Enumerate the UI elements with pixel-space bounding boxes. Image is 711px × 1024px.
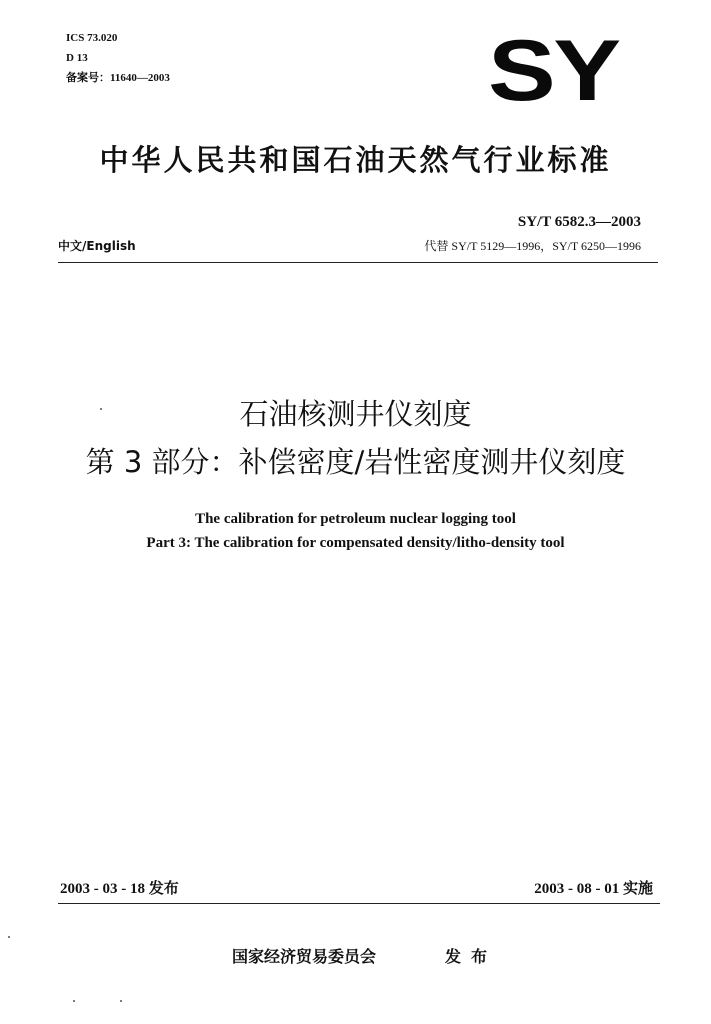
title-cn-line1: 石油核测井仪刻度 xyxy=(239,397,472,431)
standard-number: SY/T 6582.3—2003 xyxy=(517,214,641,230)
header-divider xyxy=(58,262,658,263)
implement-date: 2003 - 08 - 01 实施 xyxy=(534,881,653,897)
scan-speck xyxy=(73,1000,75,1002)
sy-logo: SY xyxy=(488,23,619,119)
organization-title: 中华人民共和国石油天然气行业标准 xyxy=(99,143,612,177)
issued-label: 发布 xyxy=(445,947,498,966)
ccs-code: D 13 xyxy=(66,52,88,64)
replaces-note: 代替 SY/T 5129—1996，SY/T 6250—1996 xyxy=(424,239,641,253)
language-label: 中文/English xyxy=(58,239,136,253)
title-cn-line2: 第 3 部分：补偿密度/岩性密度测井仪刻度 xyxy=(85,445,626,479)
issuer-name: 国家经济贸易委员会 xyxy=(232,947,377,966)
scan-speck xyxy=(120,1000,122,1002)
title-en-line2: Part 3: The calibration for compensated density/litho-density tool xyxy=(146,535,565,551)
ics-code: ICS 73.020 xyxy=(66,32,118,44)
title-en-line1: The calibration for petroleum nuclear logging tool xyxy=(195,511,516,527)
scan-speck xyxy=(8,936,10,938)
footer-divider xyxy=(58,903,660,904)
scan-speck xyxy=(100,408,102,410)
issue-date: 2003 - 03 - 18 发布 xyxy=(60,881,179,897)
filing-number: 备案号：11640—2003 xyxy=(66,72,170,84)
